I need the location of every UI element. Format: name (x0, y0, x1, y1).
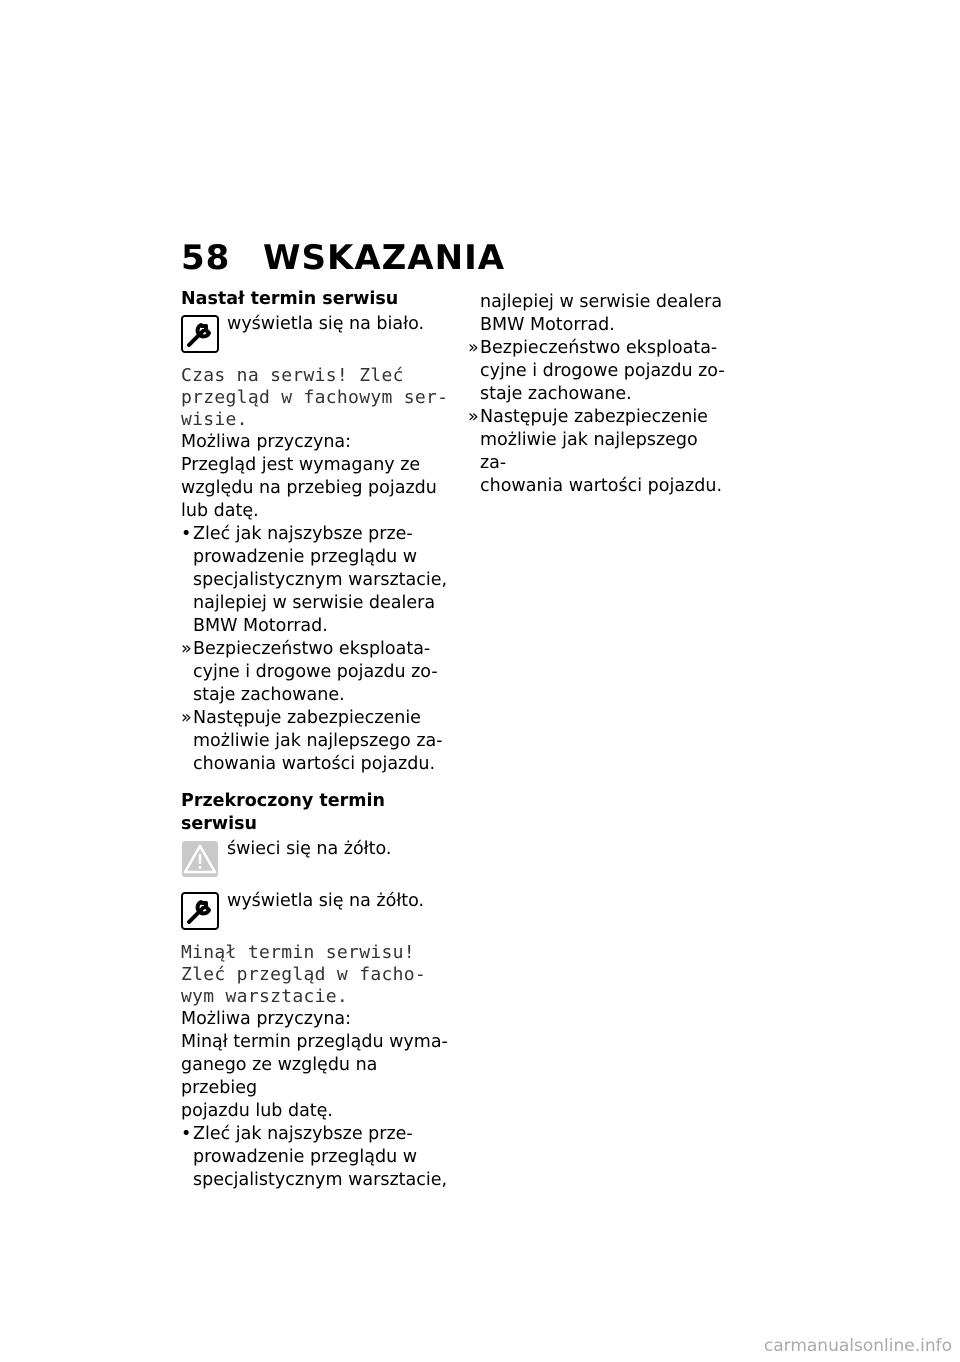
indicator-row-warning-yellow (181, 838, 453, 882)
indicator-text: wyświetla się na żółto. (227, 891, 425, 911)
right-column (468, 291, 728, 498)
result-marker: » (181, 639, 192, 659)
cause-line: Minął termin przeglądu wyma- (181, 1032, 448, 1052)
cause-line: lub datę. (181, 501, 259, 521)
action-bullet-continued: najlepiej w serwisie dealera BMW Motorrad. (480, 292, 723, 335)
display-message-line: Zleć przegląd w facho- (181, 964, 427, 985)
result-marker: » (468, 407, 479, 427)
result-marker: » (181, 708, 192, 728)
cause-label: Możliwa przyczyna: (181, 1009, 352, 1029)
warning-triangle-icon (181, 840, 219, 878)
cause-line: ganego ze względu na przebieg (181, 1055, 378, 1098)
indicator-text: świeci się na żółto. (227, 839, 392, 859)
display-message-line: przegląd w fachowym ser- (181, 387, 449, 408)
display-message-line: wym warsztacie. (181, 986, 349, 1007)
left-column (181, 288, 453, 1192)
display-message-line: Czas na serwis! Zleć (181, 365, 404, 386)
cause-line: względu na przebieg pojazdu (181, 478, 437, 498)
display-message-line: Minął termin serwisu! (181, 942, 415, 963)
result-marker: » (468, 338, 479, 358)
page-title: WSKAZANIA (263, 238, 506, 278)
wrench-icon (181, 315, 219, 353)
page-number: 58 (181, 238, 231, 278)
watermark: carmanualsonline.info (763, 1336, 952, 1356)
section-heading-service-overdue: Przekroczony termin serwisu (181, 791, 385, 834)
cause-line: Przegląd jest wymagany ze (181, 455, 421, 475)
result-item: » Bezpieczeństwo eksploata- cyjne i drogowe pojazdu zo- staje zachowane. (468, 338, 725, 404)
bullet-marker: • (181, 524, 192, 544)
wrench-icon (181, 892, 219, 930)
action-bullet: • Zleć jak najszybsze prze- prowadzenie przeglądu w specjalistycznym warsztacie, najlepiej w serwisie dealera BMW Motorrad. (181, 524, 448, 636)
cause-label: Możliwa przyczyna: (181, 432, 352, 452)
action-bullet: • Zleć jak najszybsze prze- prowadzenie przeglądu w specjalistycznym warsztacie, (181, 1124, 448, 1190)
cause-line: pojazdu lub datę. (181, 1101, 333, 1121)
result-item: » Następuje zabezpieczenie możliwie jak najlepszego za- chowania wartości pojazdu. (468, 407, 723, 496)
result-item: » Bezpieczeństwo eksploata- cyjne i drogowe pojazdu zo- staje zachowane. (181, 639, 438, 705)
indicator-row-wrench-yellow (181, 890, 453, 934)
bullet-marker: • (181, 1124, 192, 1144)
section-heading-service-due: Nastał termin serwisu (181, 289, 399, 309)
indicator-text: wyświetla się na biało. (227, 314, 425, 334)
result-item: » Następuje zabezpieczenie możliwie jak najlepszego za- chowania wartości pojazdu. (181, 708, 443, 774)
indicator-row-wrench-white (181, 313, 453, 357)
page-header (181, 238, 505, 278)
display-message-line: wisie. (181, 409, 248, 430)
